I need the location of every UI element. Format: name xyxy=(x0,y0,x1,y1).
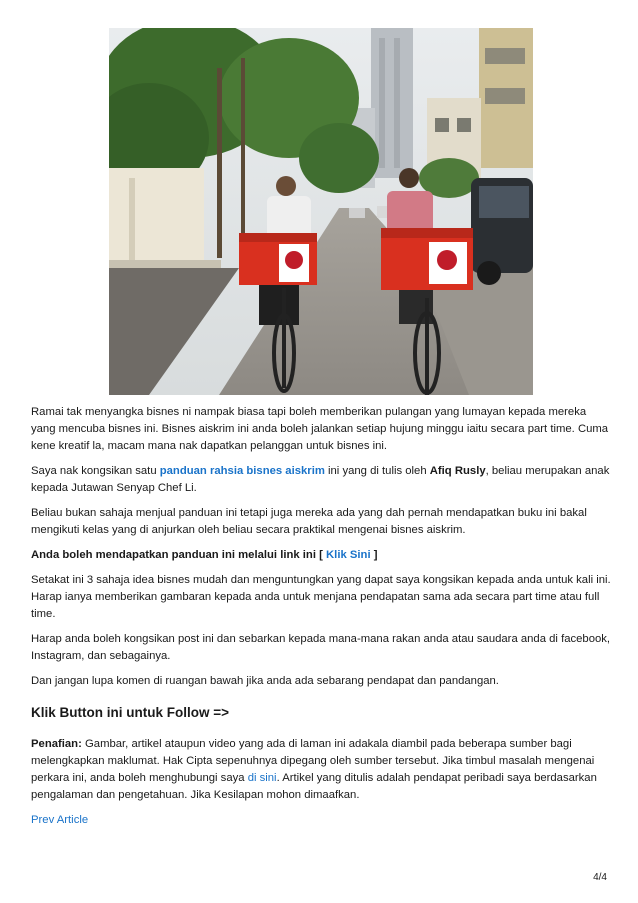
paragraph-intro: Ramai tak menyangka bisnes ni nampak biasa tapi boleh memberikan pulangan yang lumayan kepada mereka yang mencuba bisnes ini. Bisnes aiskrim ini anda boleh jalankan setiap hujung minggu iaitu secara part time. Cuma kene kreatif la, macam mana nak dapatkan pelanggan untuk bisnes ini. xyxy=(31,406,609,452)
page-number: 4/4 xyxy=(593,872,607,883)
paragraph-link-cta xyxy=(31,547,611,564)
disclaimer xyxy=(31,736,611,804)
disclaimer-text-after: . Artikel yang ditulis adalah pendapat peribadi saya berdasarkan pengalaman dan pengetahuan. Jika Kesilapan mohon dimaafkan. xyxy=(31,772,597,801)
follow-heading: Klik Button ini untuk Follow => xyxy=(31,705,229,720)
disclaimer-label: Penafian: xyxy=(31,738,82,750)
cta-text-after: ] xyxy=(370,549,378,561)
klik-sini-link[interactable]: Klik Sini xyxy=(326,549,371,561)
guide-text-middle: ini yang di tulis oleh xyxy=(324,465,430,477)
author-name: Afiq Rusly xyxy=(429,465,486,477)
paragraph-guide xyxy=(31,463,611,497)
guide-link[interactable]: panduan rahsia bisnes aiskrim xyxy=(159,465,325,477)
guide-text-before: Saya nak kongsikan satu xyxy=(31,465,160,477)
article-photo xyxy=(109,28,533,395)
guide-text-after: , beliau merupakan anak kepada Jutawan Senyap Chef Li. xyxy=(31,465,610,494)
paragraph-share: Harap anda boleh kongsikan post ini dan sebarkan kepada mana-mana rakan anda atau saudara anda di facebook, Instagram, dan sebagainya. xyxy=(31,633,611,662)
article-body xyxy=(31,404,611,837)
cta-text-before: Anda boleh mendapatkan panduan ini melalui link ini [ xyxy=(31,549,327,561)
paragraph-summary: Setakat ini 3 sahaja idea bisnes mudah dan menguntungkan yang dapat saya kongsikan kepada anda untuk kali ini. Harap ianya memberikan gambaran kepada anda untuk menjana pendapatan sama ada secara part time atau full time. xyxy=(31,574,611,620)
contact-link[interactable]: di sini xyxy=(247,772,277,784)
paragraph-comment: Dan jangan lupa komen di ruangan bawah jika anda ada sebarang pendapat dan pandangan. xyxy=(31,675,499,687)
paragraph-class: Beliau bukan sahaja menjual panduan ini tetapi juga mereka ada yang dah pernah mendapatkan buku ini bakal mengikuti kelas yang di anjurkan oleh beliau secara praktikal mengenai bisnes aiskrim. xyxy=(31,507,587,536)
disclaimer-text-before: Gambar, artikel ataupun video yang ada di laman ini adakala diambil pada beberapa sumber bagi melengkapkan maklumat. Hak Cipta sepenuhnya dipegang oleh sumber tersebut. Jika timbul masalah mengenai perkara ini, anda boleh menghubungi saya xyxy=(31,738,595,784)
prev-article-link[interactable]: Prev Article xyxy=(31,814,89,826)
